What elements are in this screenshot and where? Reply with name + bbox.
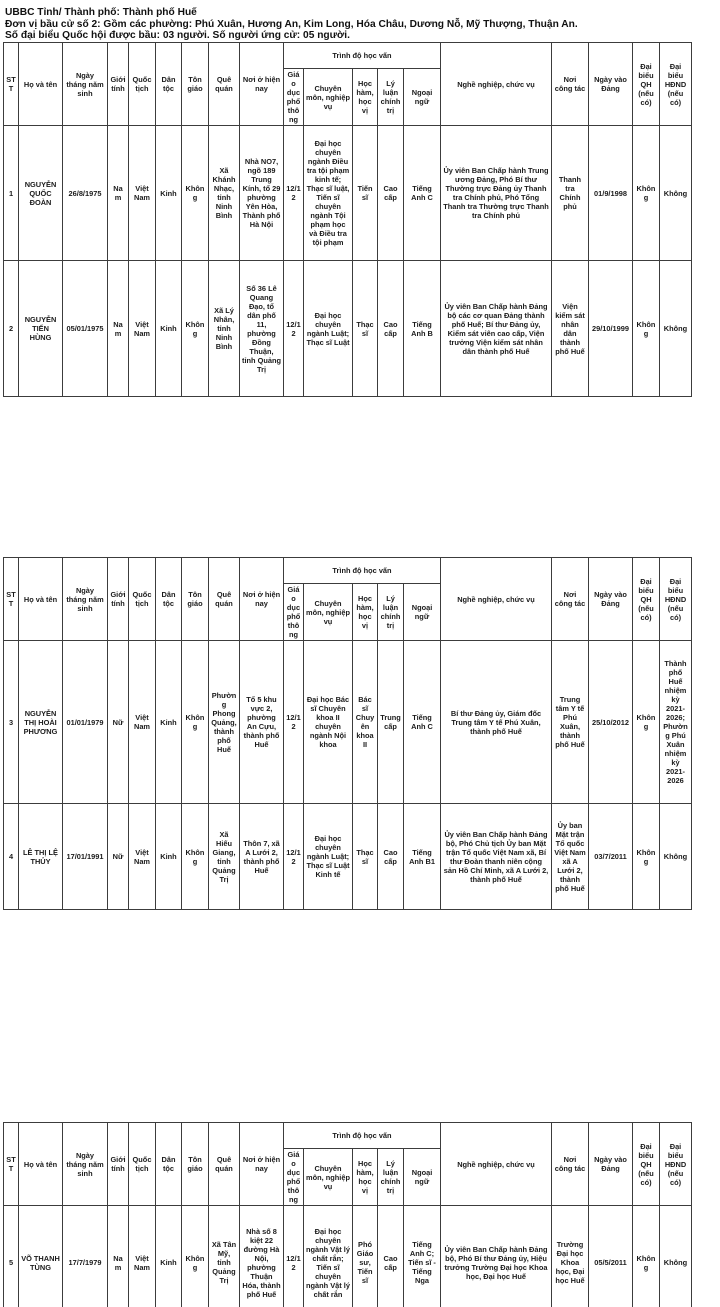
col-header-hometown: Quê quán [209,1123,240,1206]
cell-party-date: 05/5/2011 [589,1206,633,1307]
cell-religion: Không [182,804,209,910]
col-header-dob: Ngày tháng năm sinh [63,558,108,641]
cell-education: 12/12 [284,641,304,804]
col-header-workplace: Nơi công tác [552,558,589,641]
candidate-row-4 [4,804,692,910]
col-header-hdnd: Đại biểu HĐND (nếu có) [660,1123,692,1206]
cell-stt: 4 [4,804,19,910]
col-header-residence: Nơi ở hiện nay [240,1123,284,1206]
cell-religion: Không [182,1206,209,1307]
cell-hdnd: Thành phố Huế nhiệm kỳ 2021- 2026; Phường Phú Xuân nhiệm kỳ 2021- 2026 [660,641,692,804]
cell-occupation: Ủy viên Ban Chấp hành Đảng bộ các cơ quan Đảng thành phố Huế; Bí thư Đảng ủy, Kiểm sát viên cao cấp, Viện trưởng Viện kiểm sát nhân dân thành phố Huế [441,261,552,397]
cell-gender: Nam [108,1206,129,1307]
cell-qualification: Đại học Bác sĩ Chuyên khoa II chuyên ngành Nội khoa [304,641,353,804]
cell-dob: 17/01/1991 [63,804,108,910]
col-header-degree: Học hàm, học vị [353,1149,378,1206]
col-header-religion: Tôn giáo [182,43,209,126]
cell-workplace: Trung tâm Y tế Phú Xuân, thành phố Huế [552,641,589,804]
cell-qualification: Đại học chuyên ngành Điều tra tội phạm kinh tế; Thạc sĩ luật, Tiến sĩ chuyên ngành Tội phạm học và Điều tra tội phạm [304,126,353,261]
col-header-religion: Tôn giáo [182,558,209,641]
cell-stt: 1 [4,126,19,261]
cell-party-date: 03/7/2011 [589,804,633,910]
candidate-table-block-3 [3,1122,693,1307]
col-header-nationality: Quốc tịch [129,43,156,126]
col-header-qualification: Chuyên môn, nghiệp vụ [304,584,353,641]
col-header-qh: Đại biểu QH (nếu có) [633,43,660,126]
cell-hometown: Xã Tân Mỹ, tỉnh Quảng Trị [209,1206,240,1307]
col-header-education: Giáo dục phổ thông [284,1149,304,1206]
cell-religion: Không [182,126,209,261]
col-header-politics: Lý luận chính trị [378,1149,404,1206]
col-header-language: Ngoại ngữ [404,584,441,641]
cell-language: Tiếng Anh C [404,641,441,804]
cell-hometown: Xã Hiếu Giang, tỉnh Quảng Trị [209,804,240,910]
cell-stt: 5 [4,1206,19,1307]
cell-hdnd: Không [660,1206,692,1307]
cell-residence: Thôn 7, xã A Lưới 2, thành phố Huế [240,804,284,910]
cell-degree: Thạc sĩ [353,261,378,397]
col-header-stt: STT [4,1123,19,1206]
col-header-name: Họ và tên [19,1123,63,1206]
cell-nationality: Việt Nam [129,126,156,261]
cell-education: 12/12 [284,261,304,397]
cell-degree: Bác sĩ Chuyên khoa II [353,641,378,804]
candidate-table [3,42,692,397]
cell-hdnd: Không [660,126,692,261]
col-header-nationality: Quốc tịch [129,1123,156,1206]
cell-occupation: Ủy viên Ban Chấp hành Trung ương Đảng, Phó Bí thư Thường trực Đảng ủy Thanh tra Chính phủ, Phó Tổng Thanh tra Thường trực Thanh tra Chính phủ [441,126,552,261]
cell-dob: 26/8/1975 [63,126,108,261]
cell-dob: 01/01/1979 [63,641,108,804]
col-header-qh: Đại biểu QH (nếu có) [633,558,660,641]
col-header-hometown: Quê quán [209,43,240,126]
col-header-party-date: Ngày vào Đảng [589,558,633,641]
cell-name: LÊ THỊ LỆ THỦY [19,804,63,910]
cell-occupation: Ủy viên Ban Chấp hành Đảng bộ, Phó Bí thư Đảng ủy, Hiệu trưởng Trường Đại học Khoa học, Đại học Huế [441,1206,552,1307]
cell-party-date: 01/9/1998 [589,126,633,261]
cell-hdnd: Không [660,804,692,910]
col-header-stt: STT [4,43,19,126]
col-header-degree: Học hàm, học vị [353,69,378,126]
col-header-qualification: Chuyên môn, nghiệp vụ [304,69,353,126]
col-header-name: Họ và tên [19,558,63,641]
cell-qh: Không [633,261,660,397]
candidate-table-block-1 [3,42,693,397]
candidate-row-3 [4,641,692,804]
col-header-occupation: Nghề nghiệp, chức vụ [441,43,552,126]
col-header-dob: Ngày tháng năm sinh [63,1123,108,1206]
cell-qualification: Đại học chuyên ngành Luật; Thạc sĩ Luật [304,261,353,397]
cell-workplace: Ủy ban Mặt trận Tổ quốc Việt Nam xã A Lưới 2, thành phố Huế [552,804,589,910]
candidate-row-1 [4,126,692,261]
table-header-row-group [4,43,692,126]
cell-education: 12/12 [284,804,304,910]
cell-name: NGUYỄN QUỐC ĐOÀN [19,126,63,261]
col-header-qh: Đại biểu QH (nếu có) [633,1123,660,1206]
col-header-hdnd: Đại biểu HĐND (nếu có) [660,558,692,641]
cell-name: VÕ THANH TÙNG [19,1206,63,1307]
col-header-hometown: Quê quán [209,558,240,641]
cell-hdnd: Không [660,261,692,397]
cell-name: NGUYỄN THỊ HOÀI PHƯƠNG [19,641,63,804]
cell-residence: Nhà NO7, ngõ 189 Trung Kính, tổ 29 phường Yên Hòa, Thành phố Hà Nội [240,126,284,261]
cell-politics: Cao cấp [378,804,404,910]
cell-politics: Cao cấp [378,126,404,261]
col-header-gender: Giới tính [108,558,129,641]
col-header-workplace: Nơi công tác [552,43,589,126]
cell-nationality: Việt Nam [129,641,156,804]
col-header-degree: Học hàm, học vị [353,584,378,641]
cell-party-date: 29/10/1999 [589,261,633,397]
cell-qualification: Đại học chuyên ngành Vật lý chất rắn; Tiến sĩ chuyên ngành Vật lý chất rắn [304,1206,353,1307]
cell-religion: Không [182,641,209,804]
cell-workplace: Trường Đại học Khoa học, Đại học Huế [552,1206,589,1307]
cell-residence: Số 36 Lê Quang Đạo, tổ dân phố 11, phường Đồng Thuận, tỉnh Quảng Trị [240,261,284,397]
cell-education: 12/12 [284,126,304,261]
col-header-nationality: Quốc tịch [129,558,156,641]
cell-nationality: Việt Nam [129,1206,156,1307]
cell-qh: Không [633,126,660,261]
cell-ethnicity: Kinh [156,126,182,261]
cell-gender: Nữ [108,804,129,910]
cell-qh: Không [633,1206,660,1307]
col-header-education: Giáo dục phổ thông [284,69,304,126]
candidate-table [3,557,692,910]
cell-language: Tiếng Anh B1 [404,804,441,910]
cell-dob: 05/01/1975 [63,261,108,397]
cell-ethnicity: Kinh [156,1206,182,1307]
cell-hometown: Phường Phong Quảng, thành phố Huế [209,641,240,804]
col-header-gender: Giới tính [108,1123,129,1206]
col-header-education-group: Trình độ học vấn [284,43,441,69]
table-header-row-group [4,1123,692,1206]
col-header-residence: Nơi ở hiện nay [240,43,284,126]
doc-title-line-unit: Đơn vị bầu cử số 2: Gồm các phường: Phú Xuân, Hương An, Kim Long, Hóa Châu, Dương Nỗ, Mỹ Thượng, Thuận An. [5,18,578,30]
cell-dob: 17/7/1979 [63,1206,108,1307]
doc-title-line-province: UBBC Tỉnh/ Thành phố: Thành phố Huế [5,7,197,18]
col-header-religion: Tôn giáo [182,1123,209,1206]
col-header-residence: Nơi ở hiện nay [240,558,284,641]
col-header-politics: Lý luận chính trị [378,69,404,126]
col-header-occupation: Nghề nghiệp, chức vụ [441,558,552,641]
cell-ethnicity: Kinh [156,804,182,910]
cell-workplace: Viện kiểm sát nhân dân thành phố Huế [552,261,589,397]
cell-language: Tiếng Anh B [404,261,441,397]
cell-qh: Không [633,804,660,910]
cell-politics: Cao cấp [378,261,404,397]
cell-gender: Nam [108,126,129,261]
candidate-table-block-2 [3,557,693,910]
cell-residence: Nhà số 8 kiệt 22 đường Hà Nội, phường Thuận Hóa, thành phố Huế [240,1206,284,1307]
col-header-stt: STT [4,558,19,641]
cell-name: NGUYỄN TIẾN HÙNG [19,261,63,397]
cell-degree: Tiến sĩ [353,126,378,261]
cell-occupation: Bí thư Đảng ủy, Giám đốc Trung tâm Y tế Phú Xuân, thành phố Huế [441,641,552,804]
cell-religion: Không [182,261,209,397]
col-header-ethnicity: Dân tộc [156,43,182,126]
cell-qualification: Đại học chuyên ngành Luật; Thạc sĩ Luật Kinh tế [304,804,353,910]
cell-ethnicity: Kinh [156,261,182,397]
cell-occupation: Ủy viên Ban Chấp hành Đảng bộ, Phó Chủ tịch Ủy ban Mặt trận Tổ quốc Việt Nam xã, Bí thư Đoàn thanh niên cộng sản Hồ Chí Minh, xã A Lưới 2, thành phố Huế [441,804,552,910]
cell-politics: Cao cấp [378,1206,404,1307]
candidate-table [3,1122,692,1307]
cell-qh: Không [633,641,660,804]
cell-education: 12/12 [284,1206,304,1307]
cell-language: Tiếng Anh C; Tiến sĩ - Tiếng Nga [404,1206,441,1307]
cell-workplace: Thanh tra Chính phủ [552,126,589,261]
cell-stt: 2 [4,261,19,397]
col-header-hdnd: Đại biểu HĐND (nếu có) [660,43,692,126]
cell-degree: Phó Giáo sư, Tiến sĩ [353,1206,378,1307]
col-header-party-date: Ngày vào Đảng [589,1123,633,1206]
col-header-politics: Lý luận chính trị [378,584,404,641]
table-header-row-group [4,558,692,641]
col-header-workplace: Nơi công tác [552,1123,589,1206]
cell-hometown: Xã Khánh Nhạc, tỉnh Ninh Bình [209,126,240,261]
cell-language: Tiếng Anh C [404,126,441,261]
cell-party-date: 25/10/2012 [589,641,633,804]
cell-ethnicity: Kinh [156,641,182,804]
col-header-education-group: Trình độ học vấn [284,1123,441,1149]
candidate-row-5 [4,1206,692,1307]
col-header-ethnicity: Dân tộc [156,1123,182,1206]
cell-politics: Trung cấp [378,641,404,804]
col-header-language: Ngoại ngữ [404,1149,441,1206]
document-header [5,7,717,42]
cell-gender: Nam [108,261,129,397]
cell-nationality: Việt Nam [129,804,156,910]
col-header-occupation: Nghề nghiệp, chức vụ [441,1123,552,1206]
col-header-education: Giáo dục phổ thông [284,584,304,641]
col-header-qualification: Chuyên môn, nghiệp vụ [304,1149,353,1206]
cell-residence: Tổ 5 khu vực 2, phường An Cựu, thành phố Huế [240,641,284,804]
col-header-education-group: Trình độ học vấn [284,558,441,584]
candidate-row-2 [4,261,692,397]
col-header-gender: Giới tính [108,43,129,126]
cell-stt: 3 [4,641,19,804]
cell-gender: Nữ [108,641,129,804]
col-header-ethnicity: Dân tộc [156,558,182,641]
cell-degree: Thạc sĩ [353,804,378,910]
col-header-language: Ngoại ngữ [404,69,441,126]
cell-nationality: Việt Nam [129,261,156,397]
cell-hometown: Xã Lý Nhân, tỉnh Ninh Bình [209,261,240,397]
col-header-dob: Ngày tháng năm sinh [63,43,108,126]
col-header-party-date: Ngày vào Đảng [589,43,633,126]
doc-title-line-counts: Số đại biểu Quốc hội được bầu: 03 người. Số người ứng cử: 05 người. [5,30,350,42]
col-header-name: Họ và tên [19,43,63,126]
